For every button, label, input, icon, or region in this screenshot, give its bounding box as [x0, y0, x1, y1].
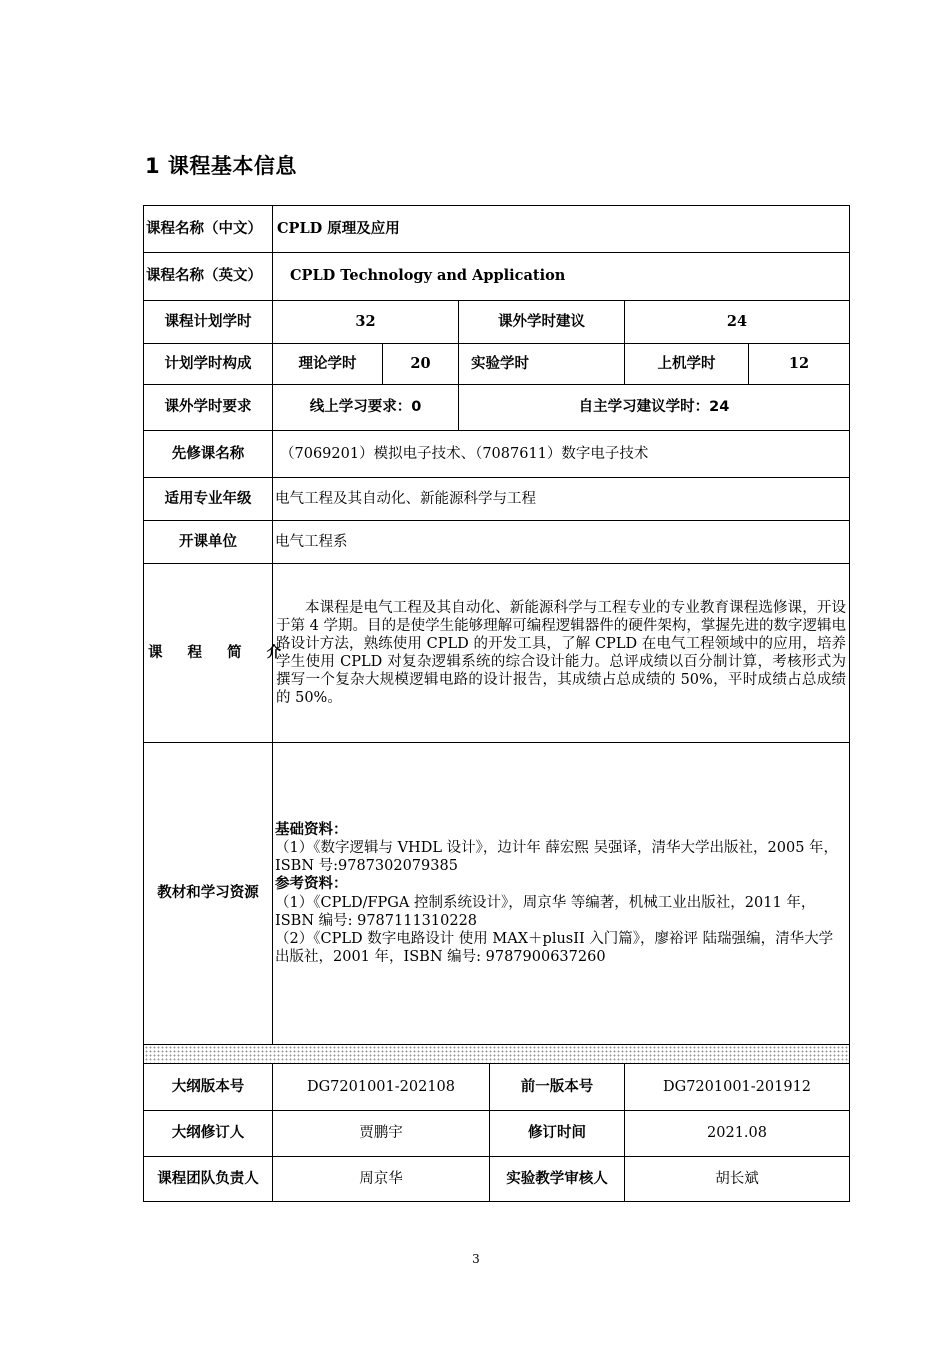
version-value: DG7201001-202108	[273, 1064, 490, 1111]
extra-hours-label: 课外学时建议	[459, 301, 625, 344]
major-value: 电气工程及其自动化、新能源科学与工程	[273, 478, 850, 521]
lab-reviewer-value: 胡长斌	[625, 1157, 850, 1202]
resources-cell	[273, 743, 850, 1045]
intro-text: 本课程是电气工程及其自动化、新能源科学与工程专业的专业教育课程选修课，开设于第 4 学期。目的是使学生能够理解可编程逻辑器件的硬件架构，掌握先进的数字逻辑电路设计方法，熟练使用 CPLD 的开发工具，了解 CPLD 在电气工程领域中的应用，培养学生使用 CPLD 对复杂逻辑系统的综合设计能力。总评成绩以百分制计算，考核形式为撰写一个复杂大规模逻辑电路的设计报告，其成绩占总成绩的 50%，平时成绩占总成绩的 50%。	[273, 564, 850, 743]
leader-label: 课程团队负责人	[144, 1157, 273, 1202]
revise-time-label: 修订时间	[490, 1111, 625, 1157]
row-planned-hours	[144, 301, 850, 344]
resources-label: 教材和学习资源	[144, 743, 273, 1045]
ref-title: 参考资料：	[275, 876, 348, 893]
prev-version-value: DG7201001-201912	[625, 1064, 850, 1111]
row-extra-req	[144, 385, 850, 431]
planned-hours-value: 32	[273, 301, 459, 344]
leader-value: 周京华	[273, 1157, 490, 1202]
row-prereq	[144, 431, 850, 478]
prev-version-label: 前一版本号	[490, 1064, 625, 1111]
dept-label: 开课单位	[144, 521, 273, 564]
row-major	[144, 478, 850, 521]
row-reviser	[144, 1111, 850, 1157]
reviser-value: 贾鹏宇	[273, 1111, 490, 1157]
theory-label: 理论学时	[273, 344, 383, 385]
revise-time-value: 2021.08	[625, 1111, 850, 1157]
theory-value: 20	[383, 344, 459, 385]
row-version	[144, 1064, 850, 1111]
row-name-cn	[144, 206, 850, 253]
major-label: 适用专业年级	[144, 478, 273, 521]
reviser-label: 大纲修订人	[144, 1111, 273, 1157]
planned-hours-label: 课程计划学时	[144, 301, 273, 344]
computer-label: 上机学时	[625, 344, 749, 385]
course-info-table	[143, 205, 850, 1202]
self-study: 自主学习建议学时：24	[459, 385, 850, 431]
basic-title: 基础资料：	[275, 822, 348, 838]
row-leader	[144, 1157, 850, 1202]
name-en-value: CPLD Technology and Application	[273, 253, 850, 301]
lab-label: 实验学时	[459, 344, 625, 385]
page-number: 3	[472, 1252, 480, 1266]
prereq-label: 先修课名称	[144, 431, 273, 478]
row-composition	[144, 344, 850, 385]
name-cn-label: 课程名称（中文）	[144, 206, 273, 253]
row-intro	[144, 564, 850, 743]
dept-value: 电气工程系	[273, 521, 850, 564]
row-dept	[144, 521, 850, 564]
dotted-divider	[144, 1045, 850, 1064]
ref-1: （1）《CPLD/FPGA 控制系统设计》，周京华 等编著，机械工业出版社，2011 年，ISBN 编号: 9787111310228	[275, 894, 816, 929]
basic-ref-1: （1）《数字逻辑与 VHDL 设计》，边计年 薛宏熙 吴强译，清华大学出版社，2005 年，ISBN 号:9787302079385	[275, 840, 839, 875]
computer-value: 12	[749, 344, 850, 385]
lab-reviewer-label: 实验教学审核人	[490, 1157, 625, 1202]
composition-label: 计划学时构成	[144, 344, 273, 385]
row-name-en	[144, 253, 850, 301]
extra-req-label: 课外学时要求	[144, 385, 273, 431]
prereq-value: （7069201）模拟电子技术、（7087611）数字电子技术	[273, 431, 850, 478]
version-label: 大纲版本号	[144, 1064, 273, 1111]
name-en-label: 课程名称（英文）	[144, 253, 273, 301]
intro-label: 课 程 简 介	[144, 564, 273, 743]
name-cn-value: CPLD 原理及应用	[273, 206, 850, 253]
extra-hours-value: 24	[625, 301, 850, 344]
row-resources	[144, 743, 850, 1045]
row-divider	[144, 1045, 850, 1064]
section-title: 1 课程基本信息	[145, 154, 297, 178]
ref-2: （2）《CPLD 数字电路设计 使用 MAX＋plusII 入门篇》，廖裕评 陆瑞强编，清华大学出版社，2001 年，ISBN 编号: 9787900637260	[275, 930, 834, 965]
online-req: 线上学习要求：0	[273, 385, 459, 431]
